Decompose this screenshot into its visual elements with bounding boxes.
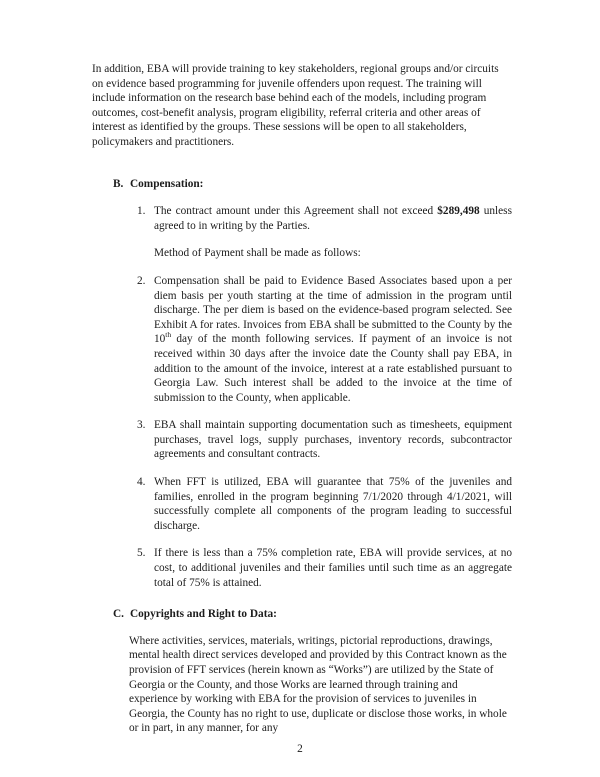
ordinal-superscript: th xyxy=(165,330,172,340)
item-number: 3. xyxy=(137,419,146,432)
item2-text-post: day of the month following services. If payment of an invoice is not received within 30 days after the invoice date the County shall pay EBA, in addition to the amount of the invoice, interest at a rate established pursuant to Georgia Law. Such interest shall be added to the invoice at the time of submission to the County, when applicable. xyxy=(154,333,512,404)
section-c-paragraph: Where activities, services, materials, writings, pictorial reproductions, drawings, mental health direct services developed and provided by this Contract known as the provision of FFT services (herein known as “Works”) are utilized by the State of Georgia or the County, and those Works are learned through training and experience by working with EBA for the provision of services to juveniles in Georgia, the County has no right to use, duplicate or disclose those works, in whole or in part, in any manner, for any xyxy=(129,634,507,735)
compensation-item-5 xyxy=(137,546,512,590)
item1-text-post: unless agreed to in writing by the Parties. xyxy=(154,205,512,232)
intro-paragraph: In addition, EBA will provide training to key stakeholders, regional groups and/or circuits on evidence based programming for juvenile offenders upon request. The training will include information on the research base behind each of the models, including program outcomes, cost-benefit analysis, program eligibility, referral criteria and other areas of interest as identified by the groups. These sessions will be open to all stakeholders, policymakers and practitioners. xyxy=(92,63,499,148)
item1-text-pre: The contract amount under this Agreement shall not exceed xyxy=(154,205,438,218)
item-text xyxy=(154,204,512,233)
page-number: 2 xyxy=(297,743,303,756)
compensation-item-2 xyxy=(137,274,512,405)
section-b-heading xyxy=(113,177,512,192)
section-c-heading xyxy=(113,607,512,622)
section-b-title: Compensation: xyxy=(130,177,204,190)
section-c-label: C. xyxy=(113,608,124,621)
item-number: 1. xyxy=(137,205,146,218)
item-number: 4. xyxy=(137,476,146,489)
item-text: If there is less than a 75% completion rate, EBA will provide services, at no cost, to additional juveniles and their families until such time as an aggregate total of 75% is attained. xyxy=(154,547,512,589)
item2-text-pre: Compensation shall be paid to Evidence Based Associates based upon a per diem basis per youth starting at the time of admission in the program until discharge. The per diem is based on the evidence-based program selected. See Exhibit A for rates. Invoices from EBA shall be submitted to the County by the 10 xyxy=(154,274,512,346)
item-text: EBA shall maintain supporting documentation such as timesheets, equipment purchases, travel logs, supply purchases, inventory records, subcontractor agreements and consultant contracts. xyxy=(154,419,512,461)
method-of-payment-line: Method of Payment shall be made as follows: xyxy=(154,247,361,260)
compensation-item-4 xyxy=(137,475,512,533)
item-number: 2. xyxy=(137,274,146,287)
item-number: 5. xyxy=(137,547,146,560)
compensation-item-1 xyxy=(137,204,512,233)
contract-amount: $289,498 xyxy=(437,205,480,218)
item-text: When FFT is utilized, EBA will guarantee that 75% of the juveniles and families, enrolled in the program beginning 7/1/2020 through 4/1/2021, will successfully complete all components of the program leading to successful discharge. xyxy=(154,476,512,532)
section-c-title: Copyrights and Right to Data: xyxy=(130,608,277,621)
item-text xyxy=(154,274,512,405)
section-b-label: B. xyxy=(113,177,124,190)
compensation-item-3 xyxy=(137,418,512,462)
